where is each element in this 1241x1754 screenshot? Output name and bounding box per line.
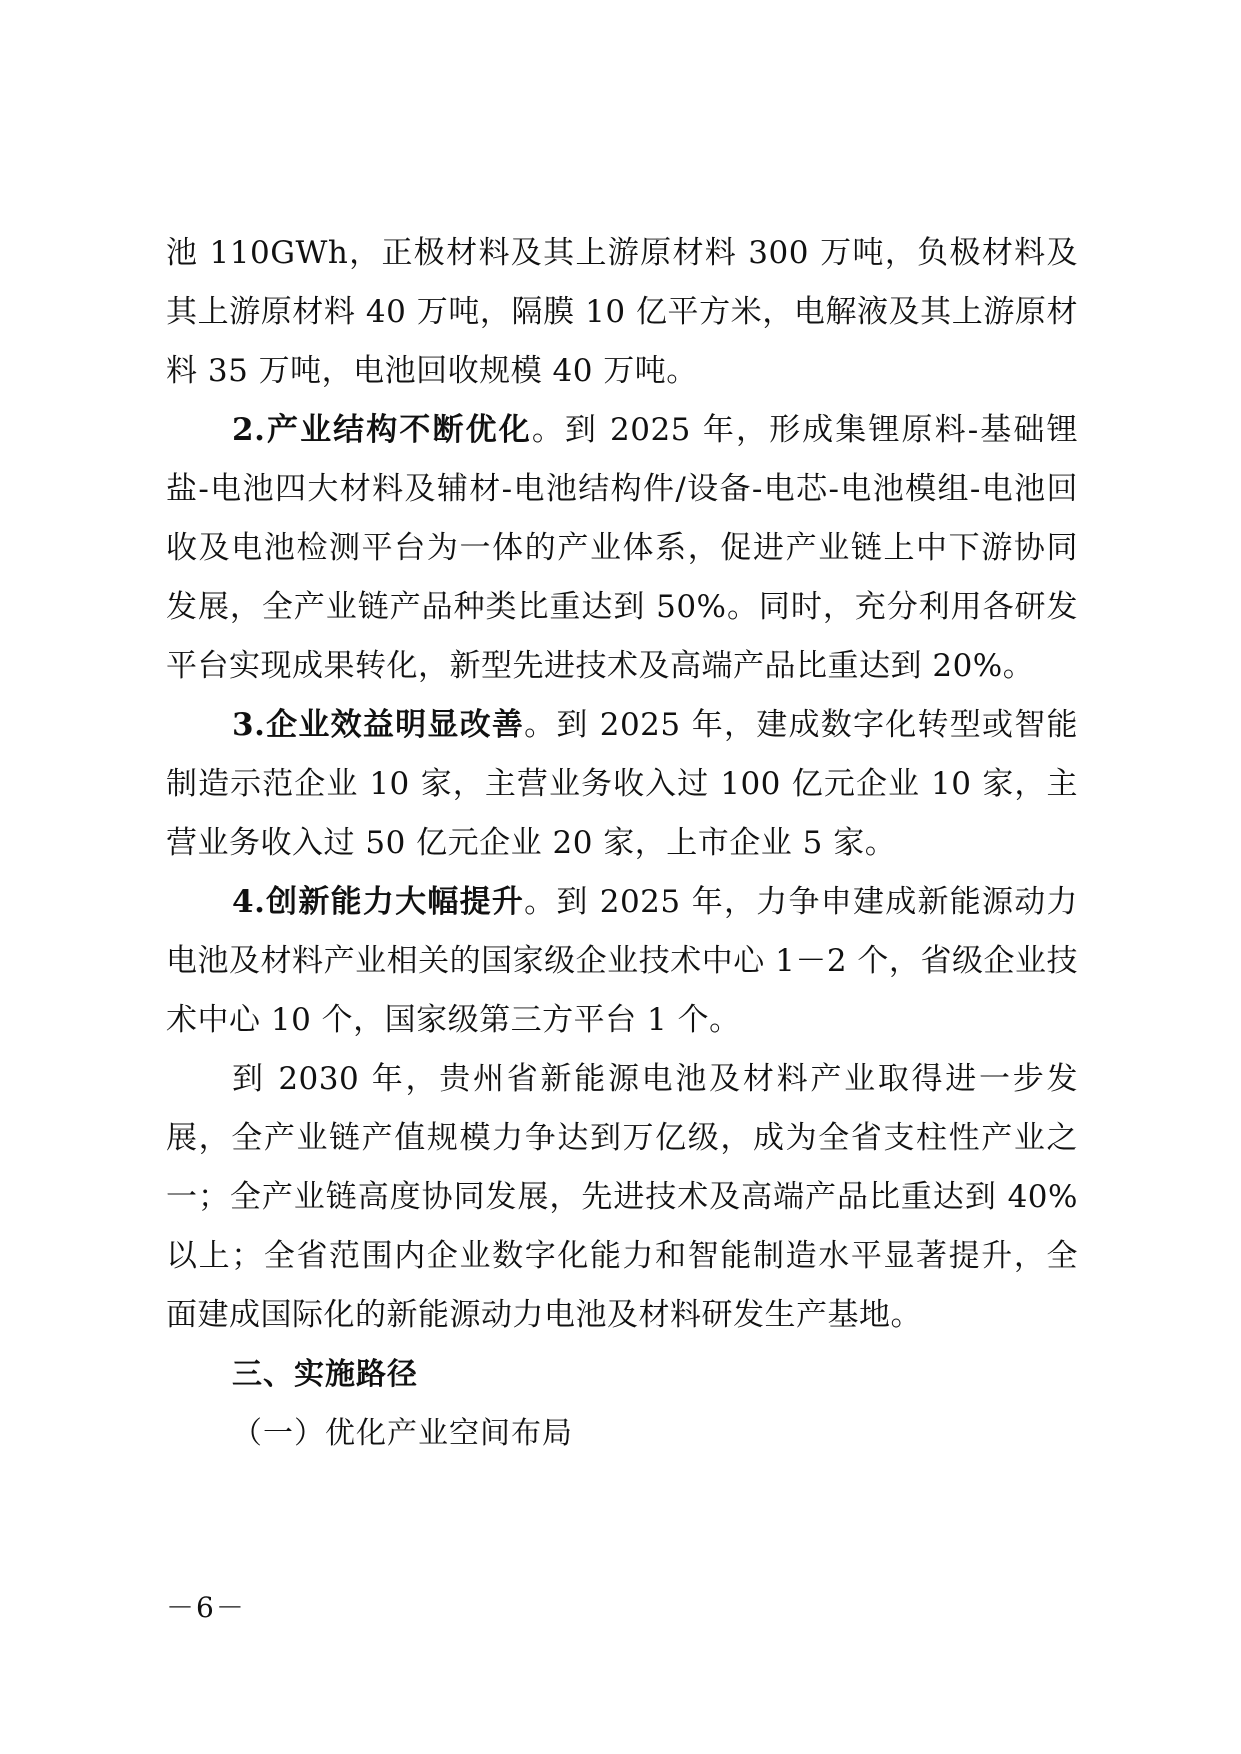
paragraph-text: 池 110GWh，正极材料及其上游原材料 300 万吨，负极材料及其上游原材料 40 万吨，隔膜 10 亿平方米，电解液及其上游原材料 35 万吨，电池回收规模 40 万吨。 <box>166 235 1078 389</box>
paragraph-capacity-targets <box>166 224 1078 401</box>
paragraph-text: 。到 2025 年，建成数字化转型或智能制造示范企业 10 家，主营业务收入过 100 亿元企业 10 家，主营业务收入过 50 亿元企业 20 家，上市企业 5 家。 <box>166 707 1078 861</box>
paragraph-lead-heading: 2.产业结构不断优化 <box>232 412 532 448</box>
paragraph-lead-heading: 3.企业效益明显改善 <box>232 707 525 743</box>
paragraph-text: 。到 2025 年，形成集锂原料-基础锂盐-电池四大材料及辅材-电池结构件/设备-电芯-电池模组-电池回收及电池检测平台为一体的产业体系，促进产业链上中下游协同发展，全产业链产品种类比重达到 50%。同时，充分利用各研发平台实现成果转化，新型先进技术及高端产品比重达到 20%。 <box>166 412 1078 684</box>
paragraph-lead-heading: 4.创新能力大幅提升 <box>232 884 525 920</box>
section-heading: 三、实施路径 <box>232 1357 418 1392</box>
paragraph-innovation-capacity <box>166 873 1078 1050</box>
subsection-heading: （一）优化产业空间布局 <box>232 1416 573 1451</box>
paragraph-text: 。到 2025 年，力争申建成新能源动力电池及材料产业相关的国家级企业技术中心 1－2 个，省级企业技术中心 10 个，国家级第三方平台 1 个。 <box>166 884 1078 1038</box>
paragraph-enterprise-benefits <box>166 696 1078 873</box>
paragraph-industry-structure <box>166 401 1078 696</box>
page-number: －6－ <box>166 1591 246 1624</box>
paragraph-2030-goals <box>166 1050 1078 1345</box>
paragraph-text: 到 2030 年，贵州省新能源电池及材料产业取得进一步发展，全产业链产值规模力争达到万亿级，成为全省支柱性产业之一；全产业链高度协同发展，先进技术及高端产品比重达到 40%以上；全省范围内企业数字化能力和智能制造水平显著提升，全面建成国际化的新能源动力电池及材料研发生产基地。 <box>166 1061 1078 1333</box>
document-body <box>166 224 1078 1463</box>
